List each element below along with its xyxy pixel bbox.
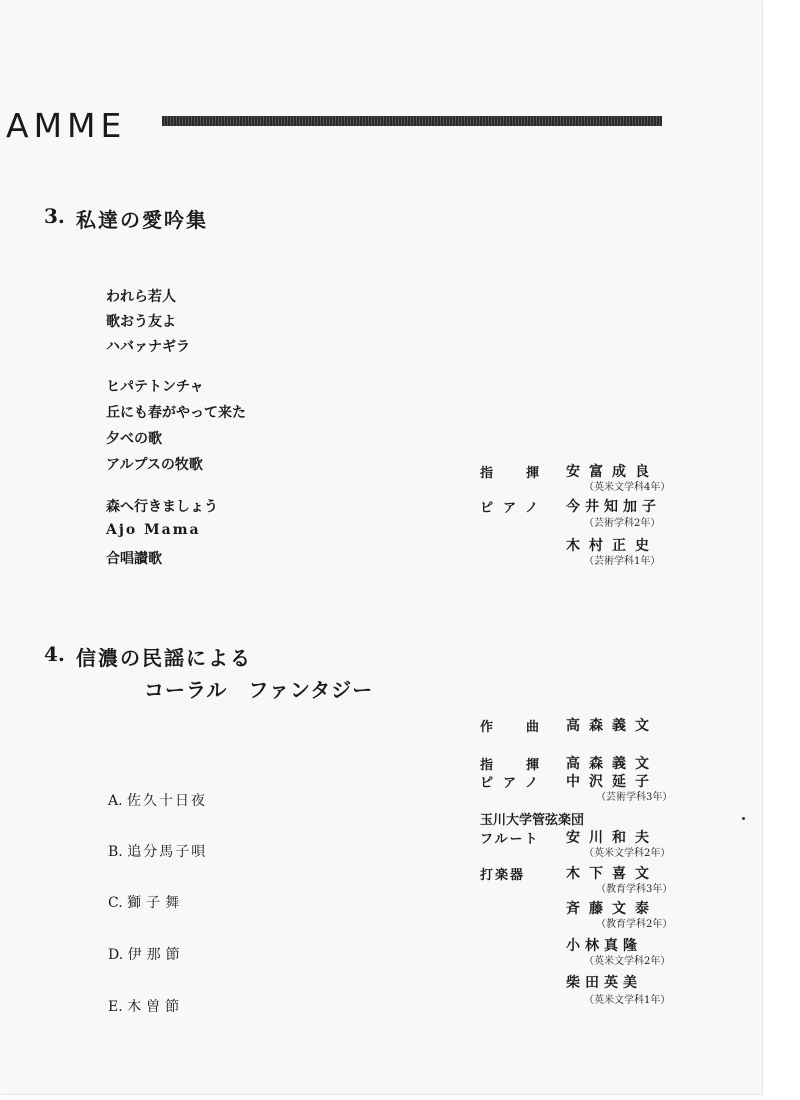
ink-speck: [742, 817, 745, 820]
song-item: 森へ行きましょう: [106, 499, 218, 515]
piano-note: （芸術学科3年）: [596, 792, 673, 803]
song-item: 合唱讃歌: [106, 551, 162, 567]
song-item: 夕べの歌: [106, 431, 162, 447]
flute-name: 安川和夫: [566, 830, 658, 846]
percussion-name: 柴田英美: [566, 975, 642, 991]
credit-note: （芸術学科2年）: [584, 518, 661, 529]
movement-title: 木曽節: [127, 999, 185, 1015]
movement-item: [108, 944, 185, 964]
credit-name: 安富成良: [566, 464, 658, 480]
song-item: Ajo Mama: [106, 522, 201, 538]
conductor-role: 指 揮: [480, 758, 550, 773]
percussion-note: （英米文学科2年）: [584, 956, 671, 967]
percussion-note: （英米文学科1年）: [584, 995, 671, 1006]
movement-title: 追分馬子唄: [127, 844, 208, 860]
movement-title: 伊那節: [127, 947, 185, 963]
movement-letter: D.: [108, 947, 124, 963]
piano-role: ピアノ: [480, 776, 548, 791]
credit-role: 指 揮: [480, 466, 550, 481]
credit-note: （英米文学科4年）: [584, 482, 671, 493]
song-item: 丘にも春がやって来た: [106, 405, 246, 421]
song-item: ヒパテトンチャ: [106, 379, 204, 395]
percussion-note: （教育学科2年）: [596, 919, 673, 930]
movement-item: [108, 790, 207, 810]
credit-name: 木村正史: [566, 538, 658, 554]
orchestra-name: 玉川大学管弦楽団: [480, 813, 585, 828]
section4-title-line1: 信濃の民謡による: [76, 646, 252, 670]
movement-letter: A.: [108, 793, 123, 809]
conductor-name: 高森義文: [566, 756, 658, 772]
percussion-name: 木下喜文: [566, 866, 658, 882]
movement-letter: B.: [108, 844, 123, 860]
movement-title: 佐久十日夜: [127, 793, 208, 809]
piano-name: 中沢延子: [566, 774, 658, 790]
movement-letter: E.: [108, 999, 123, 1015]
section4-title-line2: コーラル ファンタジー: [144, 678, 374, 702]
movement-title: 獅子舞: [127, 895, 185, 911]
section3-title: 私達の愛吟集: [76, 208, 208, 232]
percussion-name: 斉藤文泰: [566, 901, 658, 917]
movement-item: [108, 996, 184, 1016]
song-item: アルプスの牧歌: [106, 457, 203, 473]
flute-role: フルート: [480, 832, 540, 847]
song-item: ハバァナギラ: [106, 339, 190, 355]
movement-item: [108, 892, 184, 912]
flute-note: （英米文学科2年）: [584, 848, 671, 859]
credit-name: 今井知加子: [566, 499, 661, 515]
composer-role: 作 曲: [480, 720, 550, 735]
percussion-note: （教育学科3年）: [596, 884, 673, 895]
movement-item: [108, 841, 207, 861]
heading-rule: [162, 116, 662, 126]
song-item: 歌おう友よ: [106, 314, 176, 330]
percussion-role: 打楽器: [480, 868, 526, 883]
composer-name: 高森義文: [566, 718, 658, 734]
song-item: われら若人: [106, 289, 176, 305]
section4-number: 4.: [44, 642, 65, 666]
programme-heading: AMME: [6, 106, 127, 145]
movement-letter: C.: [108, 895, 123, 911]
credit-note: （芸術学科1年）: [584, 556, 661, 567]
credit-role: ピアノ: [480, 501, 548, 516]
section3-number: 3.: [44, 204, 65, 228]
percussion-name: 小林真隆: [566, 938, 642, 954]
